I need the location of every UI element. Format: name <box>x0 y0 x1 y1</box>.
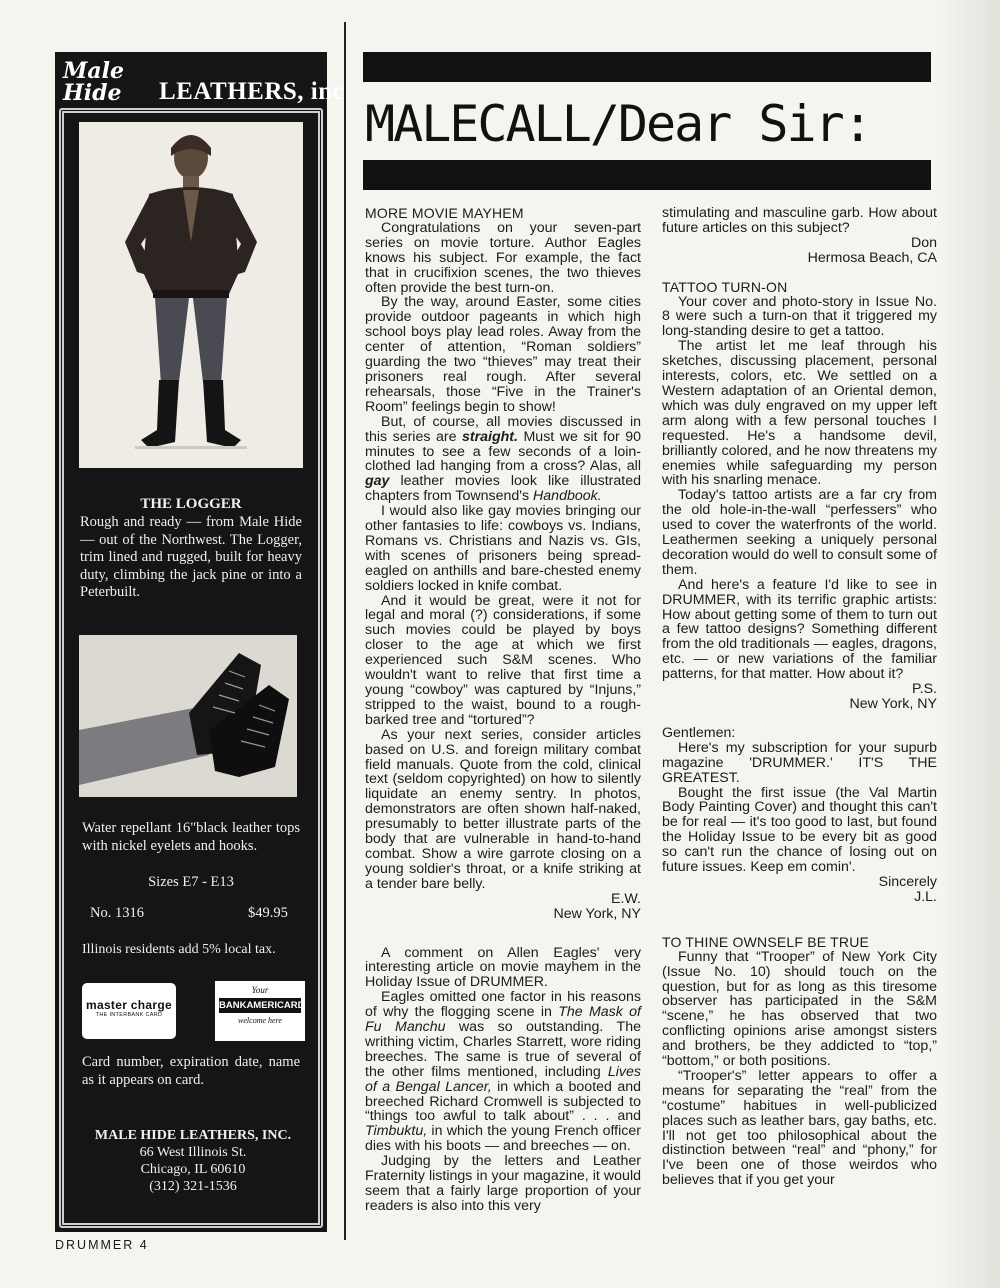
paragraph: But, of course, all movies discussed in this series are straight. Must we sit for 90 minutes to see a few seconds of a loin-clothed lad hanging from a cross? Alas, all gay leather movies look like illustrated chapters from Townsend's Handbook. <box>365 413 641 505</box>
company-name: MALE HIDE LEATHERS, INC. <box>94 1128 292 1143</box>
signature-name: J.L. <box>914 888 937 905</box>
boots-photo <box>79 635 297 797</box>
signature-location: Hermosa Beach, CA <box>807 249 937 266</box>
tax-note: Illinois residents add 5% local tax. <box>82 942 276 957</box>
signature-location: New York, NY <box>553 905 641 922</box>
address-line1: 66 West Illinois St. <box>139 1145 247 1160</box>
heading-bar-bottom <box>363 160 931 190</box>
master-charge-logo <box>82 983 176 1039</box>
signature: Sincerely <box>878 873 937 890</box>
logo-script-line1: Male <box>63 58 124 84</box>
sizes: Sizes E7 - E13 <box>148 874 234 890</box>
phone: (312) 321-1536 <box>149 1179 237 1194</box>
signature: E.W. <box>611 890 641 907</box>
column-divider <box>344 22 346 1240</box>
master-charge-sublabel: THE INTERBANK CARD <box>95 1012 163 1018</box>
card-instructions: Card number, expiration date, name as it appears on card. <box>82 1054 300 1088</box>
paragraph: “Trooper's” letter appears to offer a means for separating the “real” from the “costume” habitues in well-publicized places such as leather bars, gay baths, etc. I'll not get too philosophical about the distinction between “real” and “phony,” for I've been one of those weirdos who believes that if you get your <box>662 1067 937 1189</box>
logo-main-text: LEATHERS, inc <box>159 78 345 105</box>
logger-title: THE LOGGER <box>140 496 242 512</box>
section-heading: TATTOO TURN-ON <box>662 278 788 295</box>
bankamericard-logo <box>215 981 305 1041</box>
paragraph: stimulating and masculine garb. How about future articles on this subject? <box>662 205 937 236</box>
logger-photo <box>79 122 303 468</box>
salutation: Gentlemen: <box>662 724 736 741</box>
letters-column-left <box>365 206 641 1214</box>
logo-script <box>63 60 124 104</box>
paragraph: Funny that “Trooper” of New York City (Issue No. 10) should touch on the question, but for as long as this tiresome observer has participated in the S&M “scene,” he has observed that two conflicting opinions arise amongst sisters and brothers, be they addicted to “top,” “bottom,” or both positions. <box>662 948 937 1070</box>
bankamericard-bottom: welcome here <box>238 1016 282 1025</box>
paragraph: Today's tattoo artists are a far cry from the old hole-in-the-wall “perfessers” who used to cover the waterfronts of the world. Leathermen seeking a uniquely personal decoration would do well to consult some of them. <box>662 487 937 578</box>
section-heading: MORE MOVIE MAYHEM <box>365 205 524 221</box>
ad-logo <box>59 56 345 108</box>
price: $49.95 <box>248 905 288 921</box>
bankamericard-top: Your <box>251 985 269 995</box>
company-address <box>80 1127 306 1195</box>
paragraph: Bought the first issue (the Val Martin Body Painting Cover) and thought this can't be for real — it's too good to last, but found the Holiday Issue to be every bit as good so can't run the chance of losing out on future issues. Keep em comin'. <box>662 784 937 876</box>
paragraph: And here's a feature I'd like to see in DRUMMER, with its terrific graphic artists: How about getting some of them to turn out a few tattoo designs? Something different from the old traditionals — eagles, dragons, etc. — or new variations of the familiar patterns, for that matter. How about it? <box>662 576 937 683</box>
paragraph: Here's my subscription for your supurb magazine 'DRUMMER.' IT'S THE GREATEST. <box>662 739 937 786</box>
paragraph: And it would be great, were it not for legal and moral (?) considerations, if some such movies could be played by boys closer to the age at which we first experienced such S&M scenes. Who wouldn't want to relive that first time a young “cowboy” was captured by “Injuns,” stripped to the waist, bound to a rough-barked tree and “tortured”? <box>365 592 641 728</box>
paragraph: The artist let me leaf through his sketches, discussing placement, personal interests, colors, etc. We settled on a Western adaptation of an Oriental demon, which was duly engraved on my upper left arm along with a few personal touches I requested. He's a handsome devil, brilliantly colored, and he now threatens my enemies while safeguarding my person with his snarling menace. <box>662 338 937 489</box>
logo-script-line2: Hide <box>63 80 122 106</box>
letters-column-right <box>662 206 937 1188</box>
signature: Don <box>910 234 937 251</box>
paragraph: I would also like gay movies bringing our other fantasies to life: cowboys vs. Indians, Romans vs. Christians and Nazis vs. GIs, with scenes of prisoners being spread-eagled on anthills and bare-chested enemy soldiers locked in knife combat. <box>365 503 641 594</box>
man-silhouette-illustration <box>79 122 303 468</box>
product-number: No. 1316 <box>90 905 144 921</box>
paragraph: Congratulations on your seven-part series on movie torture. Author Eagles knows his subject. For example, the fact that in crucifixion scenes, the two thieves often provide the best turn-on. <box>365 219 641 296</box>
page-title: MALECALL/Dear Sir: <box>365 95 871 153</box>
address-line2: Chicago, IL 60610 <box>140 1162 246 1177</box>
bankamericard-label: BANKAMERICARD <box>219 1000 305 1011</box>
paragraph: Your cover and photo-story in Issue No. 8 were such a turn-on that it triggered my long-standing desire to get a tattoo. <box>662 293 937 340</box>
boots-illustration <box>79 635 297 797</box>
paragraph: Eagles omitted one factor in his reasons of why the flogging scene in The Mask of Fu Manchu was so outstanding. The writhing victim, Charles Starrett, wore riding breeches. The same is true of several of the other films mentioned, including Lives of a Bengal Lancer, in which a booted and breeched Richard Cromwell is subjected to “things too awful to talk about” . . . and Timbuktu, in which the young French officer dies with his boots — and breeches — on. <box>365 989 641 1155</box>
master-charge-label: master charge <box>86 998 172 1012</box>
section-heading: TO THINE OWNSELF BE TRUE <box>662 933 870 950</box>
signature: P.S. <box>912 681 937 698</box>
paragraph: By the way, around Easter, some cities provide outdoor pageants in which high school boys play lead roles. Away from the center of attention, “Roman soldiers” guarding the two “thieves” may treat their prisoners real rough. After several rehearsals, those “Five in the Trainer's Room” feelings begin to show! <box>365 294 641 415</box>
paragraph: A comment on Allen Eagles' very interesting article on movie mayhem in the Holiday Issue of DRUMMER. <box>365 944 641 991</box>
heading-bar-top <box>363 52 931 82</box>
paragraph: Judging by the letters and Leather Fraternity listings in your magazine, it would seem that a fairly large proportion of your readers is also into this very <box>365 1153 641 1214</box>
page-folio: DRUMMER 4 <box>55 1238 149 1252</box>
paragraph: As your next series, consider articles based on U.S. and foreign military combat field manuals. Quote from the cold, clinical text (seldom copyrighted) on how to silently liquidate an enemy sentry. In photos, demonstrators are often shown half-naked, presumably to better illustrate parts of the body that are vulnerable in hand-to-hand combat. Show a wire garrote closing on a young soldier's throat, or a knife striking at a tender bare belly. <box>365 726 641 892</box>
logger-description: Rough and ready — from Male Hide — out of the Northwest. The Logger, trim lined and rugged, built for heavy duty, climbing the jack pine or into a Peterbuilt. <box>80 514 302 600</box>
page-edge-shadow <box>940 0 1000 1288</box>
boot-description: Water repellant 16"black leather tops with nickel eyelets and hooks. <box>82 820 300 854</box>
signature-location: New York, NY <box>849 696 937 712</box>
